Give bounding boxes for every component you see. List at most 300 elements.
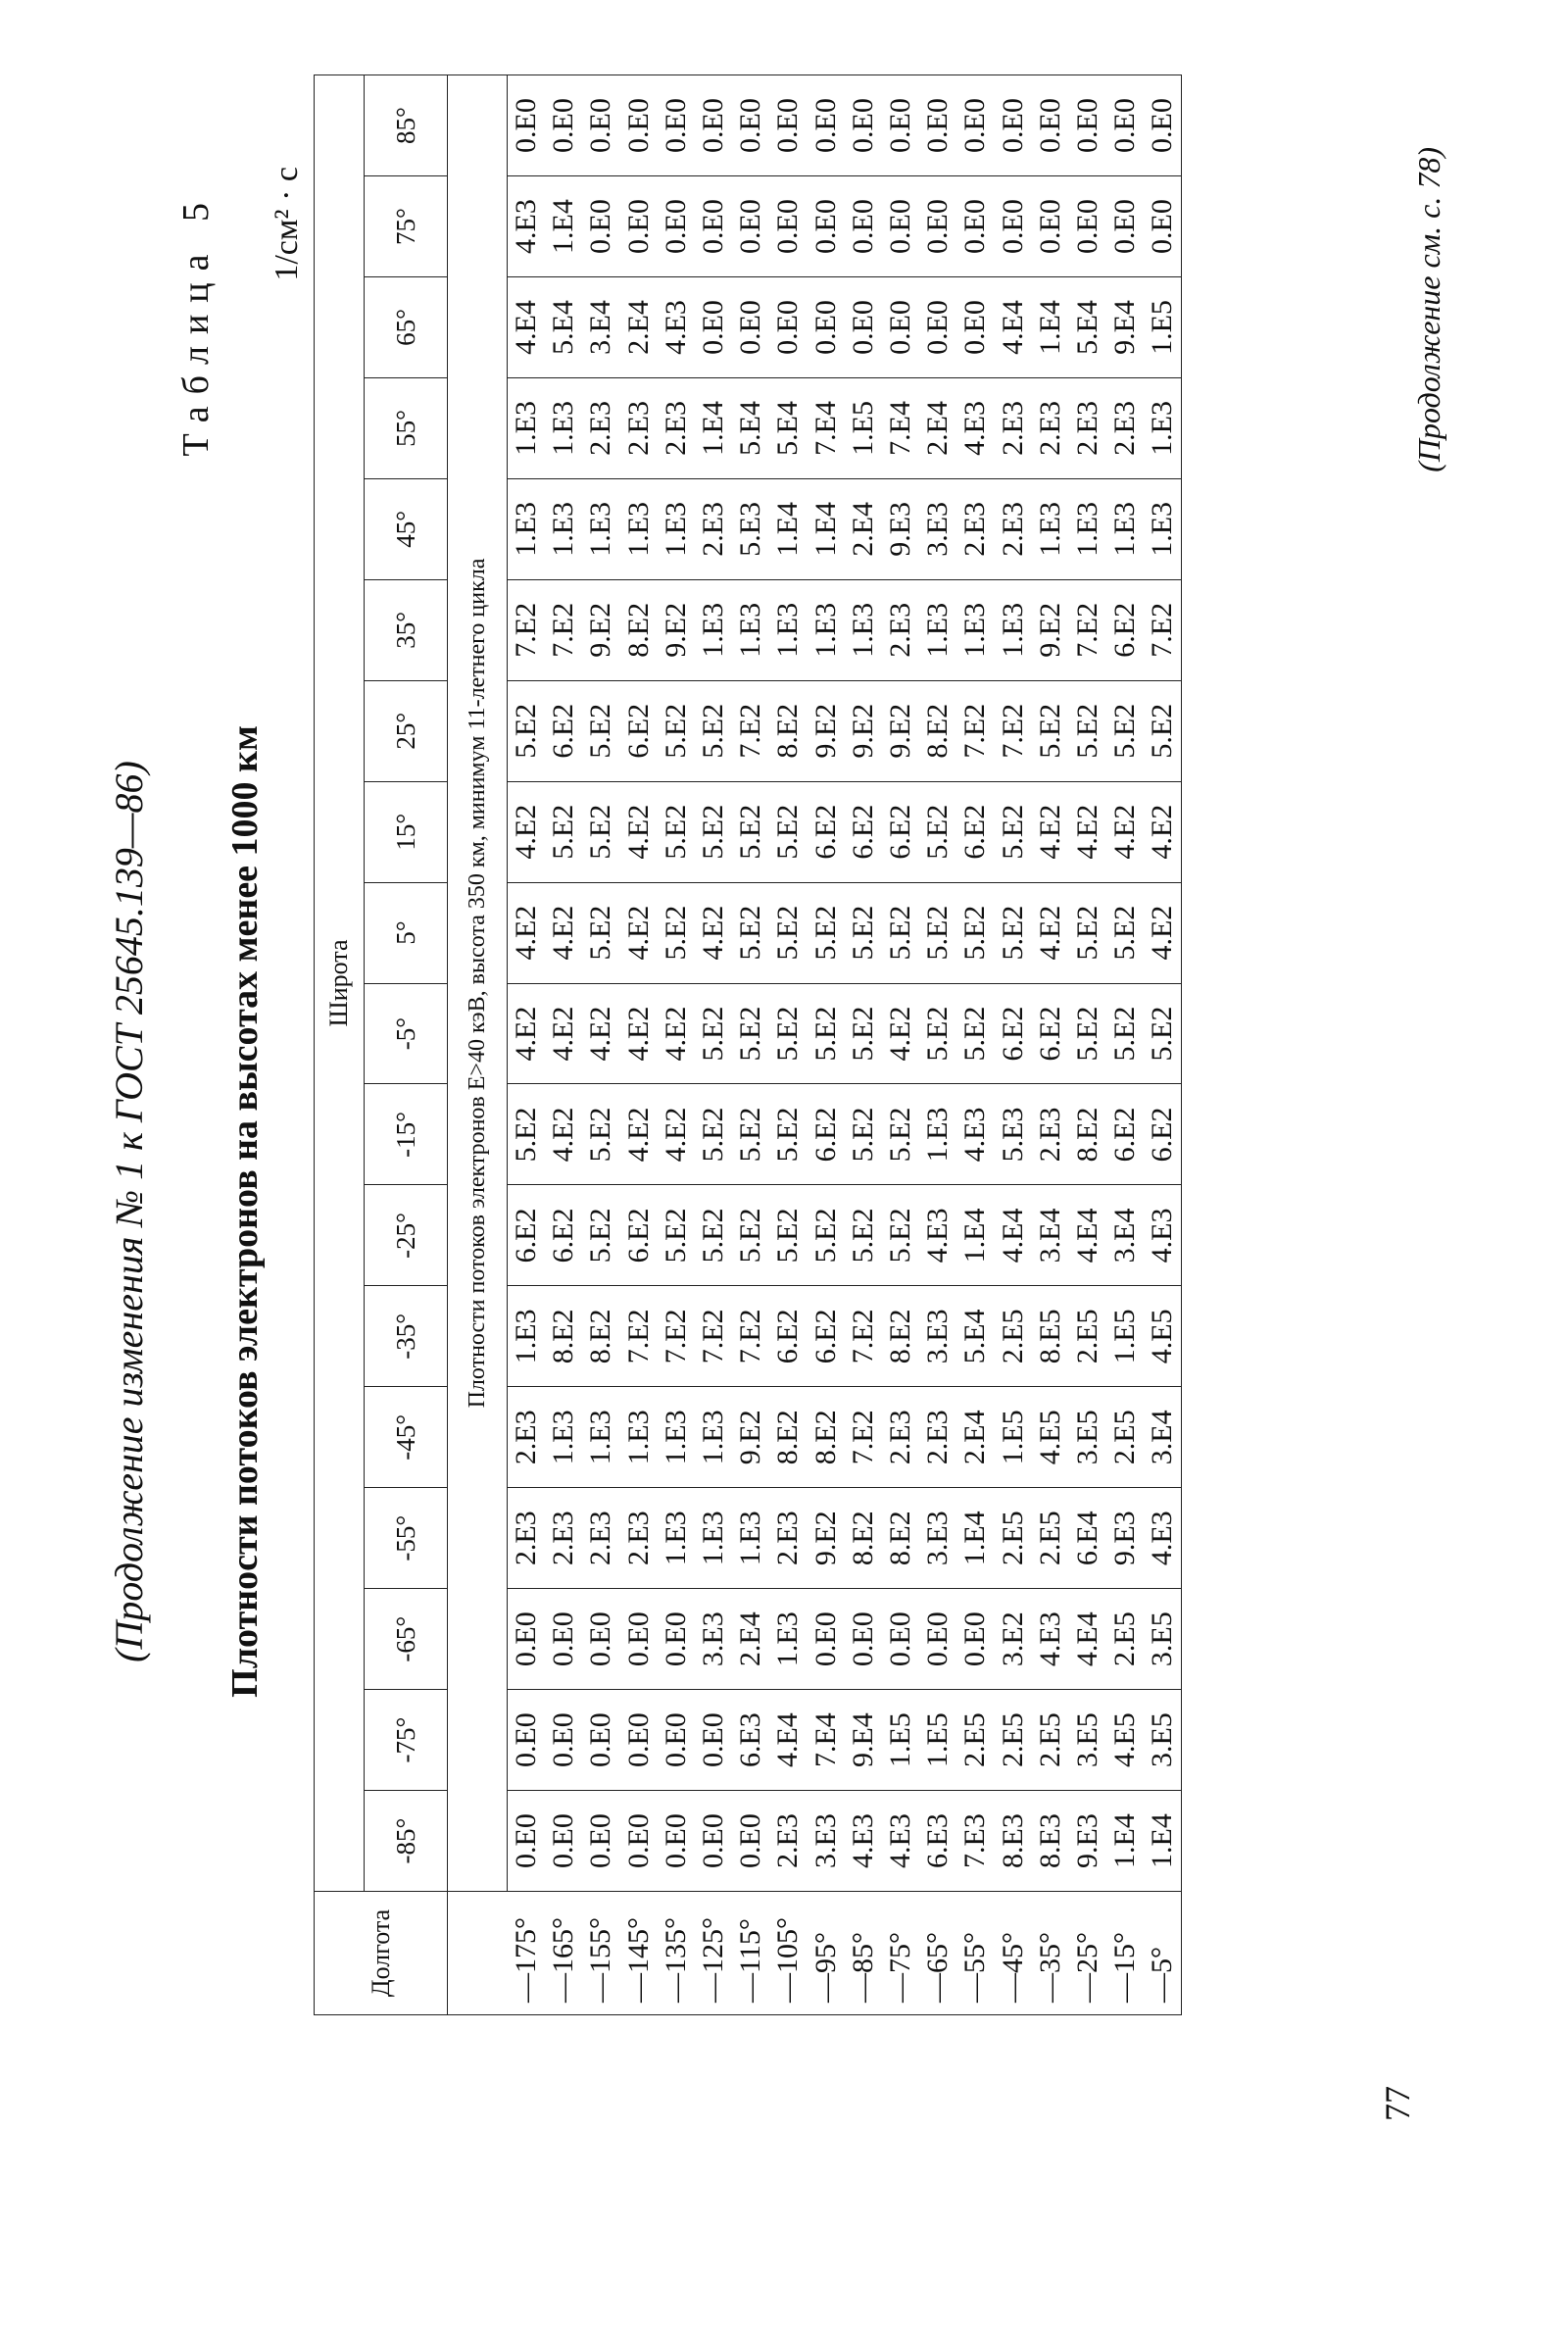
flux-cell: 8.E2	[845, 1488, 882, 1589]
latitude-header: -75°	[365, 1690, 448, 1791]
flux-cell: 0.E0	[695, 176, 732, 277]
flux-cell: 1.E3	[695, 1488, 732, 1589]
flux-cell: 5.E2	[658, 882, 695, 983]
flux-cell: 4.E3	[919, 1185, 956, 1286]
flux-cell: 0.E0	[845, 176, 882, 277]
table-row	[695, 75, 732, 2015]
flux-cell: 1.E3	[695, 579, 732, 680]
flux-cell: 0.E0	[882, 277, 919, 378]
flux-cell: 4.E2	[620, 983, 658, 1084]
flux-cell: 1.E3	[508, 377, 546, 478]
flux-cell: 4.E2	[658, 1084, 695, 1185]
flux-cell: 0.E0	[1069, 75, 1106, 176]
flux-cell: 8.E2	[545, 1286, 582, 1387]
flux-cell: 4.E4	[769, 1690, 807, 1791]
flux-cell: 7.E2	[1144, 579, 1182, 680]
flux-cell: 6.E2	[620, 1185, 658, 1286]
flux-cell: 2.E3	[582, 1488, 619, 1589]
flux-cell: 5.E2	[845, 983, 882, 1084]
flux-cell: 7.E2	[658, 1286, 695, 1387]
flux-cell: 0.E0	[582, 75, 619, 176]
flux-cell: 2.E3	[508, 1488, 546, 1589]
flux-cell: 2.E3	[658, 377, 695, 478]
flux-cell: 0.E0	[1032, 75, 1069, 176]
flux-cell: 1.E3	[582, 478, 619, 579]
flux-cell: 1.E5	[882, 1690, 919, 1791]
flux-cell: 9.E2	[658, 579, 695, 680]
flux-cell: 5.E2	[1106, 882, 1144, 983]
flux-cell: 4.E2	[1069, 781, 1106, 882]
flux-cell: 5.E2	[845, 882, 882, 983]
latitude-header: -55°	[365, 1488, 448, 1589]
flux-cell: 0.E0	[620, 75, 658, 176]
flux-cell: 4.E5	[1032, 1387, 1069, 1488]
flux-cell: 0.E0	[545, 75, 582, 176]
longitude-cell: —5°	[1144, 1892, 1182, 2015]
flux-cell: 5.E4	[769, 377, 807, 478]
flux-cell: 1.E3	[1144, 478, 1182, 579]
flux-cell: 1.E3	[508, 478, 546, 579]
flux-cell: 0.E0	[695, 1791, 732, 1892]
flux-cell: 5.E2	[882, 882, 919, 983]
flux-cell: 0.E0	[545, 1589, 582, 1690]
table-row	[919, 75, 956, 2015]
flux-cell: 1.E3	[545, 377, 582, 478]
longitude-cell: —95°	[808, 1892, 845, 2015]
latitude-header: -5°	[365, 983, 448, 1084]
flux-cell: 4.E4	[1069, 1589, 1106, 1690]
flux-cell: 0.E0	[658, 75, 695, 176]
table-row	[545, 75, 582, 2015]
flux-cell: 5.E2	[582, 781, 619, 882]
flux-cell: 5.E2	[769, 1084, 807, 1185]
flux-cell: 1.E3	[620, 478, 658, 579]
flux-cell: 4.E3	[508, 176, 546, 277]
flux-cell: 8.E2	[1069, 1084, 1106, 1185]
flux-cell: 5.E3	[994, 1084, 1031, 1185]
longitude-cell: —35°	[1032, 1892, 1069, 2015]
flux-cell: 0.E0	[1144, 176, 1182, 277]
flux-cell: 5.E2	[845, 1084, 882, 1185]
flux-cell: 0.E0	[582, 176, 619, 277]
continuation-note: (Продолжение см. с. 78)	[1411, 147, 1446, 472]
flux-cell: 3.E4	[1106, 1185, 1144, 1286]
latitude-header: -25°	[365, 1185, 448, 1286]
page-number: 77	[1378, 2086, 1417, 2121]
flux-cell: 5.E2	[1069, 680, 1106, 781]
flux-cell: 7.E4	[882, 377, 919, 478]
flux-cell: 9.E2	[882, 680, 919, 781]
flux-cell: 1.E3	[658, 1488, 695, 1589]
header-row-latitude-group	[315, 75, 365, 2015]
flux-cell: 3.E4	[1032, 1185, 1069, 1286]
flux-cell: 0.E0	[808, 277, 845, 378]
flux-cell: 0.E0	[956, 1589, 994, 1690]
flux-cell: 5.E2	[769, 983, 807, 1084]
longitude-cell: —155°	[582, 1892, 619, 2015]
flux-cell: 8.E2	[582, 1286, 619, 1387]
flux-cell: 4.E3	[882, 1791, 919, 1892]
flux-cell: 6.E2	[769, 1286, 807, 1387]
flux-cell: 4.E3	[956, 377, 994, 478]
flux-cell: 5.E2	[882, 1185, 919, 1286]
longitude-cell: —45°	[994, 1892, 1031, 2015]
flux-cell: 1.E4	[695, 377, 732, 478]
flux-cell: 1.E3	[620, 1387, 658, 1488]
flux-cell: 2.E5	[1106, 1387, 1144, 1488]
flux-cell: 5.E2	[808, 882, 845, 983]
longitude-cell: —25°	[1069, 1892, 1106, 2015]
flux-cell: 2.E3	[769, 1791, 807, 1892]
flux-cell: 5.E2	[545, 781, 582, 882]
flux-cell: 1.E5	[1144, 277, 1182, 378]
table-subheader: Плотности потоков электронов E>40 кэВ, высота 350 км, минимум 11-летнего цикла	[448, 75, 508, 1892]
longitude-cell: —165°	[545, 1892, 582, 2015]
flux-cell: 5.E2	[919, 983, 956, 1084]
flux-cell: 5.E2	[1032, 680, 1069, 781]
flux-cell: 2.E3	[994, 377, 1031, 478]
flux-cell: 4.E4	[1069, 1185, 1106, 1286]
flux-cell: 1.E3	[658, 478, 695, 579]
flux-cell: 5.E2	[1144, 983, 1182, 1084]
flux-cell: 5.E2	[508, 1084, 546, 1185]
flux-cell: 5.E2	[582, 1084, 619, 1185]
flux-cell: 1.E3	[994, 579, 1031, 680]
flux-cell: 2.E3	[956, 478, 994, 579]
flux-cell: 4.E4	[994, 1185, 1031, 1286]
flux-cell: 0.E0	[732, 277, 769, 378]
flux-cell: 3.E3	[695, 1589, 732, 1690]
flux-cell: 1.E4	[1144, 1791, 1182, 1892]
flux-cell: 5.E2	[658, 1185, 695, 1286]
flux-cell: 4.E2	[620, 781, 658, 882]
flux-cell: 0.E0	[769, 277, 807, 378]
flux-cell: 5.E2	[732, 882, 769, 983]
flux-cell: 0.E0	[882, 1589, 919, 1690]
flux-cell: 4.E2	[620, 882, 658, 983]
flux-cell: 1.E5	[919, 1690, 956, 1791]
flux-cell: 6.E2	[808, 781, 845, 882]
flux-cell: 2.E3	[994, 478, 1031, 579]
flux-cell: 8.E2	[808, 1387, 845, 1488]
flux-cell: 0.E0	[1106, 176, 1144, 277]
flux-cell: 1.E4	[545, 176, 582, 277]
flux-cell: 6.E2	[545, 1185, 582, 1286]
flux-cell: 6.E2	[956, 781, 994, 882]
flux-cell: 1.E4	[956, 1488, 994, 1589]
flux-cell: 1.E3	[1144, 377, 1182, 478]
flux-cell: 2.E3	[695, 478, 732, 579]
flux-cell: 1.E3	[582, 1387, 619, 1488]
flux-cell: 6.E2	[1144, 1084, 1182, 1185]
flux-cell: 2.E5	[994, 1286, 1031, 1387]
flux-cell: 5.E2	[808, 983, 845, 1084]
flux-cell: 0.E0	[882, 75, 919, 176]
flux-cell: 0.E0	[808, 75, 845, 176]
flux-cell: 7.E2	[508, 579, 546, 680]
flux-cell: 5.E2	[919, 781, 956, 882]
flux-cell: 1.E3	[845, 579, 882, 680]
flux-cell: 0.E0	[845, 75, 882, 176]
flux-cell: 2.E5	[994, 1690, 1031, 1791]
flux-cell: 0.E0	[508, 75, 546, 176]
flux-cell: 8.E2	[620, 579, 658, 680]
flux-cell: 1.E3	[1069, 478, 1106, 579]
table-row	[1032, 75, 1069, 2015]
flux-cell: 0.E0	[956, 277, 994, 378]
flux-cell: 1.E5	[845, 377, 882, 478]
flux-cell: 1.E3	[545, 1387, 582, 1488]
flux-cell: 5.E2	[695, 983, 732, 1084]
longitude-cell: —85°	[845, 1892, 882, 2015]
flux-cell: 0.E0	[919, 176, 956, 277]
table-row	[769, 75, 807, 2015]
flux-cell: 4.E2	[1144, 781, 1182, 882]
flux-cell: 5.E4	[1069, 277, 1106, 378]
flux-cell: 4.E3	[1032, 1589, 1069, 1690]
flux-cell: 8.E2	[882, 1286, 919, 1387]
flux-cell: 2.E3	[882, 579, 919, 680]
longitude-cell: —135°	[658, 1892, 695, 2015]
flux-cell: 1.E3	[1032, 478, 1069, 579]
flux-cell: 6.E2	[808, 1286, 845, 1387]
flux-cell: 0.E0	[808, 1589, 845, 1690]
flux-cell: 8.E3	[1032, 1791, 1069, 1892]
flux-cell: 7.E4	[808, 377, 845, 478]
flux-cell: 8.E2	[769, 680, 807, 781]
latitude-header: 35°	[365, 579, 448, 680]
flux-cell: 4.E2	[545, 983, 582, 1084]
flux-cell: 2.E3	[1032, 1084, 1069, 1185]
flux-cell: 4.E2	[582, 983, 619, 1084]
flux-cell: 9.E3	[1069, 1791, 1106, 1892]
flux-cell: 4.E3	[1144, 1185, 1182, 1286]
flux-cell: 5.E2	[845, 1185, 882, 1286]
flux-cell: 6.E2	[1106, 579, 1144, 680]
flux-cell: 6.E2	[508, 1185, 546, 1286]
flux-cell: 5.E2	[1069, 882, 1106, 983]
flux-cell: 2.E5	[956, 1690, 994, 1791]
flux-cell: 2.E3	[1106, 377, 1144, 478]
flux-cell: 2.E4	[845, 478, 882, 579]
latitude-header: -65°	[365, 1589, 448, 1690]
flux-cell: 1.E4	[1106, 1791, 1144, 1892]
longitude-cell: —125°	[695, 1892, 732, 2015]
flux-cell: 7.E2	[620, 1286, 658, 1387]
flux-cell: 6.E2	[994, 983, 1031, 1084]
flux-cell: 4.E4	[508, 277, 546, 378]
table-row	[658, 75, 695, 2015]
flux-cell: 0.E0	[620, 1791, 658, 1892]
flux-cell: 2.E3	[508, 1387, 546, 1488]
flux-cell: 4.E2	[882, 983, 919, 1084]
latitude-header: 45°	[365, 478, 448, 579]
latitude-header: -45°	[365, 1387, 448, 1488]
flux-cell: 0.E0	[1069, 176, 1106, 277]
flux-cell: 2.E5	[1069, 1286, 1106, 1387]
latitude-group-header: Широта	[315, 75, 365, 1892]
table-row	[620, 75, 658, 2015]
flux-cell: 9.E2	[808, 680, 845, 781]
latitude-header: 75°	[365, 176, 448, 277]
flux-cell: 3.E4	[1144, 1387, 1182, 1488]
flux-cell: 0.E0	[956, 176, 994, 277]
flux-cell: 3.E5	[1144, 1690, 1182, 1791]
flux-cell: 1.E3	[732, 579, 769, 680]
flux-cell: 0.E0	[545, 1791, 582, 1892]
flux-cell: 0.E0	[769, 75, 807, 176]
flux-cell: 5.E2	[695, 1084, 732, 1185]
latitude-header: -85°	[365, 1791, 448, 1892]
flux-cell: 8.E2	[769, 1387, 807, 1488]
flux-cell: 9.E4	[845, 1690, 882, 1791]
table-row	[994, 75, 1031, 2015]
flux-cell: 1.E3	[808, 579, 845, 680]
flux-cell: 0.E0	[695, 75, 732, 176]
flux-cell: 1.E5	[994, 1387, 1031, 1488]
flux-cell: 0.E0	[732, 1791, 769, 1892]
latitude-header-row	[365, 75, 448, 2015]
flux-cell: 2.E3	[919, 1387, 956, 1488]
flux-cell: 4.E2	[1032, 882, 1069, 983]
flux-cell: 0.E0	[545, 1690, 582, 1791]
longitude-cell: —115°	[732, 1892, 769, 2015]
flux-cell: 4.E5	[1106, 1690, 1144, 1791]
flux-cell: 0.E0	[1032, 176, 1069, 277]
flux-cell: 2.E3	[1032, 377, 1069, 478]
flux-cell: 0.E0	[582, 1791, 619, 1892]
table-row	[582, 75, 619, 2015]
flux-cell: 8.E2	[882, 1488, 919, 1589]
flux-cell: 3.E5	[1144, 1589, 1182, 1690]
flux-cell: 4.E2	[508, 882, 546, 983]
table-row	[845, 75, 882, 2015]
latitude-header: 25°	[365, 680, 448, 781]
flux-cell: 4.E2	[695, 882, 732, 983]
latitude-header: 85°	[365, 75, 448, 176]
flux-cell: 1.E4	[769, 478, 807, 579]
flux-cell: 3.E5	[1069, 1387, 1106, 1488]
flux-cell: 2.E3	[582, 377, 619, 478]
flux-cell: 0.E0	[994, 75, 1031, 176]
flux-cell: 0.E0	[508, 1791, 546, 1892]
flux-cell: 2.E3	[620, 1488, 658, 1589]
longitude-header: Долгота	[315, 1892, 448, 2015]
flux-cell: 6.E2	[620, 680, 658, 781]
flux-cell: 3.E5	[1069, 1690, 1106, 1791]
flux-cell: 1.E3	[956, 579, 994, 680]
flux-cell: 3.E3	[919, 1488, 956, 1589]
latitude-header: 15°	[365, 781, 448, 882]
flux-cell: 4.E2	[620, 1084, 658, 1185]
flux-cell: 0.E0	[994, 176, 1031, 277]
flux-cell: 5.E2	[1106, 680, 1144, 781]
flux-cell: 5.E2	[808, 1185, 845, 1286]
flux-cell: 5.E2	[695, 781, 732, 882]
flux-cell: 5.E2	[695, 680, 732, 781]
longitude-cell: —55°	[956, 1892, 994, 2015]
flux-cell: 3.E4	[582, 277, 619, 378]
flux-cell: 9.E3	[1106, 1488, 1144, 1589]
flux-cell: 5.E2	[732, 983, 769, 1084]
longitude-cell: —15°	[1106, 1892, 1144, 2015]
unit-label: 1/см² · с	[269, 167, 305, 281]
longitude-cell: —105°	[769, 1892, 807, 2015]
flux-cell: 9.E2	[808, 1488, 845, 1589]
flux-cell: 9.E2	[732, 1387, 769, 1488]
flux-cell: 7.E2	[994, 680, 1031, 781]
flux-cell: 2.E4	[956, 1387, 994, 1488]
flux-cell: 0.E0	[769, 176, 807, 277]
latitude-header: 5°	[365, 882, 448, 983]
continuation-header: (Продолжение изменения № 1 к ГОСТ 25645.139—86)	[107, 761, 151, 1662]
flux-cell: 7.E2	[732, 680, 769, 781]
flux-cell: 7.E2	[732, 1286, 769, 1387]
flux-cell: 5.E2	[508, 680, 546, 781]
flux-cell: 5.E4	[956, 1286, 994, 1387]
flux-cell: 1.E3	[658, 1387, 695, 1488]
flux-cell: 5.E2	[732, 1185, 769, 1286]
flux-cell: 5.E2	[1069, 983, 1106, 1084]
flux-cell: 0.E0	[732, 75, 769, 176]
flux-cell: 1.E3	[769, 579, 807, 680]
flux-cell: 5.E4	[732, 377, 769, 478]
latitude-header: -15°	[365, 1084, 448, 1185]
flux-cell: 0.E0	[845, 1589, 882, 1690]
longitude-cell: —65°	[919, 1892, 956, 2015]
flux-cell: 3.E2	[994, 1589, 1031, 1690]
flux-cell: 4.E3	[845, 1791, 882, 1892]
flux-cell: 5.E3	[732, 478, 769, 579]
flux-cell: 0.E0	[695, 1690, 732, 1791]
flux-cell: 5.E2	[658, 680, 695, 781]
table-row	[808, 75, 845, 2015]
flux-cell: 0.E0	[956, 75, 994, 176]
flux-cell: 0.E0	[658, 1690, 695, 1791]
flux-cell: 5.E2	[882, 1084, 919, 1185]
flux-cell: 4.E4	[994, 277, 1031, 378]
latitude-header: -35°	[365, 1286, 448, 1387]
flux-cell: 5.E2	[769, 1185, 807, 1286]
flux-cell: 2.E4	[919, 377, 956, 478]
flux-cell: 4.E2	[545, 1084, 582, 1185]
flux-cell: 2.E3	[1069, 377, 1106, 478]
flux-cell: 5.E2	[732, 1084, 769, 1185]
flux-cell: 2.E5	[1032, 1488, 1069, 1589]
flux-cell: 1.E4	[1032, 277, 1069, 378]
latitude-header: 55°	[365, 377, 448, 478]
flux-cell: 8.E5	[1032, 1286, 1069, 1387]
flux-cell: 2.E3	[620, 377, 658, 478]
flux-cell: 7.E2	[845, 1286, 882, 1387]
subheader-row	[448, 75, 508, 2015]
flux-cell: 2.E4	[732, 1589, 769, 1690]
flux-cell: 2.E3	[769, 1488, 807, 1589]
flux-cell: 7.E2	[545, 579, 582, 680]
longitude-cell: —145°	[620, 1892, 658, 2015]
flux-cell: 6.E2	[545, 680, 582, 781]
flux-cell: 0.E0	[658, 1589, 695, 1690]
flux-cell: 4.E2	[508, 781, 546, 882]
flux-cell: 5.E2	[582, 882, 619, 983]
longitude-cell: —75°	[882, 1892, 919, 2015]
flux-cell: 4.E3	[956, 1084, 994, 1185]
flux-cell: 6.E3	[919, 1791, 956, 1892]
flux-cell: 0.E0	[620, 1589, 658, 1690]
table-row	[1069, 75, 1106, 2015]
flux-cell: 2.E4	[620, 277, 658, 378]
flux-cell: 0.E0	[658, 1791, 695, 1892]
